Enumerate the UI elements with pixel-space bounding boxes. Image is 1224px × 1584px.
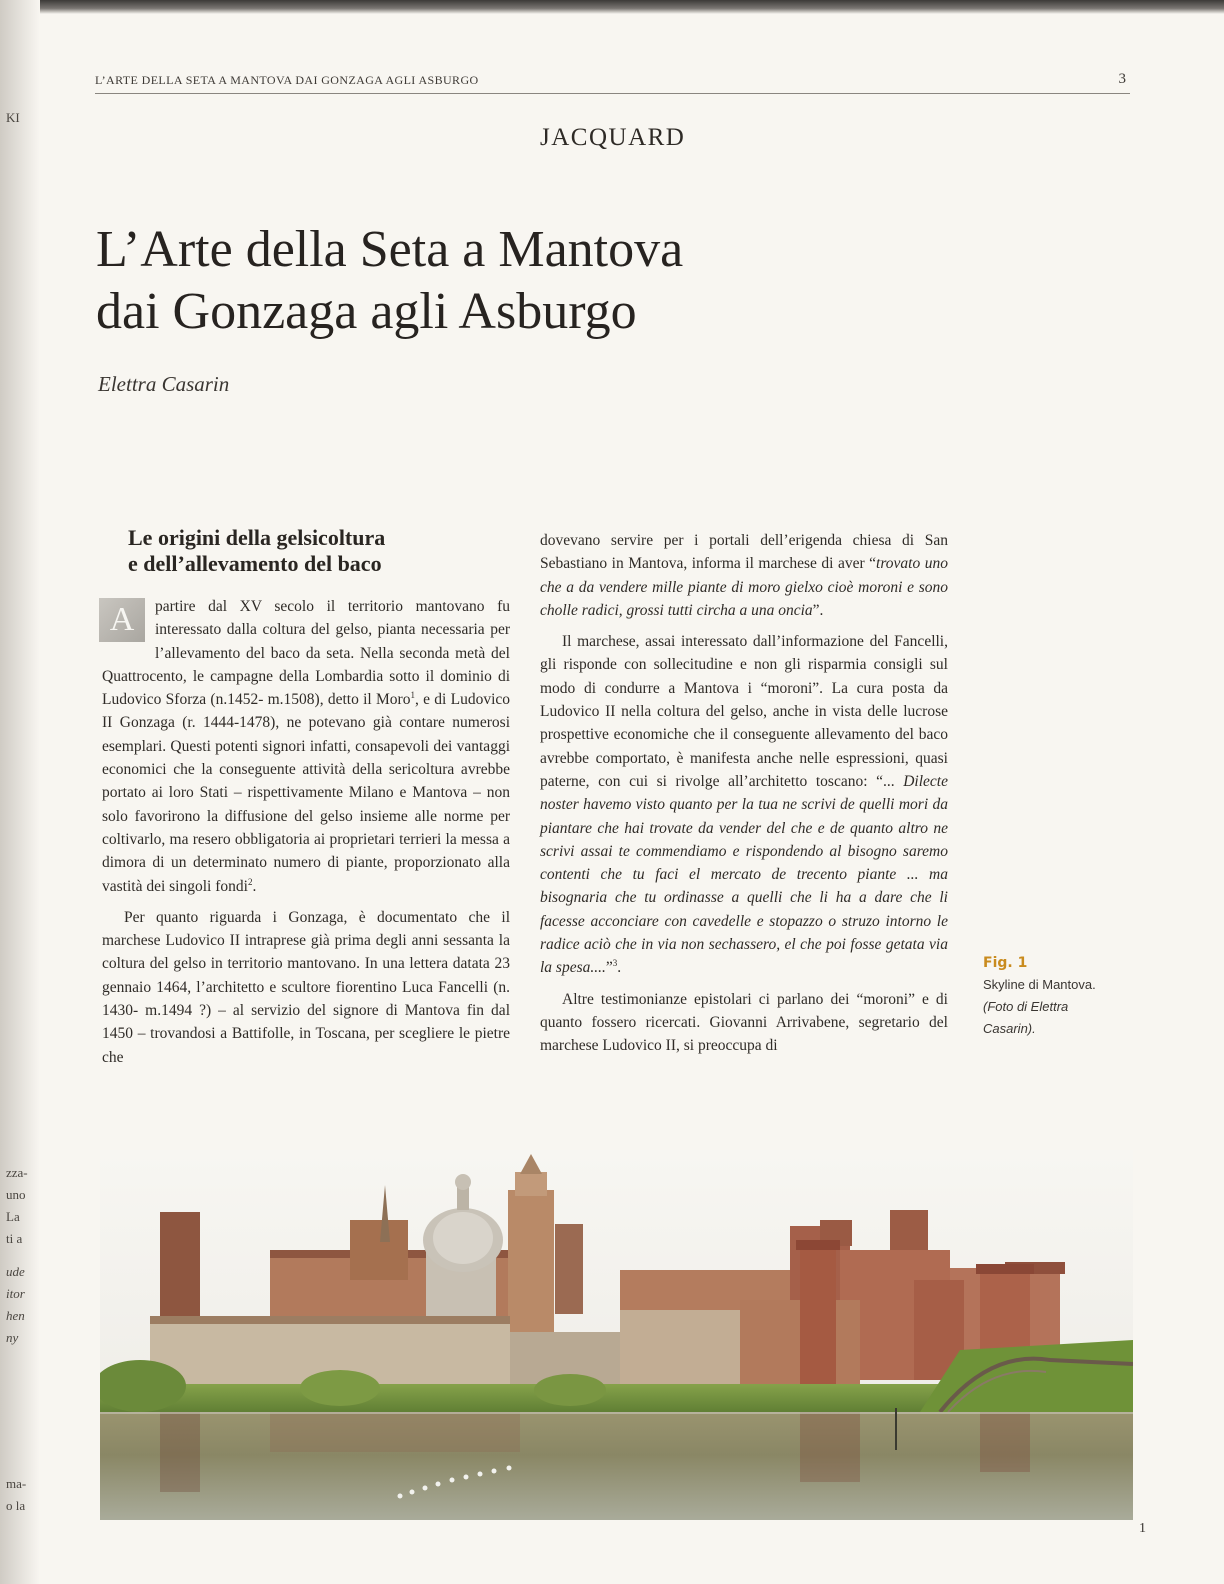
previous-page-fragment: ma- xyxy=(6,1476,27,1491)
section-heading-line-2: e dell’allevamento del baco xyxy=(128,551,382,576)
text-column-right xyxy=(540,529,948,1058)
water-line xyxy=(100,1412,1133,1414)
figure-caption xyxy=(983,952,1113,1040)
previous-page-fragment: ny xyxy=(6,1330,19,1345)
quotation: Dilecte noster havemo visto quanto per la tua ne scrivi de quelli mori da piantare che hai trovate da vender del che e de quanto altro ne scrivi assai te commendiamo e rispondendo al bisogno saremo contenti che tu faci el mercato de trecento piante ... ma bisognaria che tu ordinasse a quelli che li ha a dare che li facesse acconciare con cavedelle e stopazzo o struzo intorno le radice aciò che in via non sechassero, el che poi fosse getata via la spesa.... xyxy=(540,772,948,977)
photo-credit: (Foto di Elettra Casarin). xyxy=(983,999,1069,1036)
paragraph-text: Il marchese, assai interessato dall’informazione del Fancelli, gli risponde con sollecitudine e non gli risparmia consigli sul modo di condurre a Mantova i “moroni”. La cura posta da Ludovico II nella coltura del gelso, anche in vista delle lucrose prospettive economiche che il conseguente allevamento del baco avrebbe comportato, è manifesta anche nelle espressioni, quasi paterne, con cui si rivolge all’architetto toscano: “... xyxy=(540,633,948,790)
section-heading xyxy=(128,525,510,577)
previous-page-fragment: ti a xyxy=(6,1231,23,1246)
folio-number: 1 xyxy=(1139,1521,1146,1536)
paragraph-text: Per quanto riguarda i Gonzaga, è documentato che il marchese Ludovico II intraprese già prima degli anni sessanta la coltura del gelso in territorio mantovano. In una lettera datata 23 gennaio 1464, l’architetto e scultore fiorentino Luca Fancelli (n. 1430- m.1494 ?) – al servizio del signore di Mantova fin dal 1450 – trovandosi a Battifolle, in Toscana, per scegliere le pietre che xyxy=(102,908,510,1066)
paragraph-text: Altre testimonianze epistolari ci parlano dei “moroni” e di quanto fossero ricercati. Giovanni Arrivabene, segretario del marchese Ludovico II, si preoccupa di xyxy=(540,990,948,1055)
paragraph-text: , e di Ludovico II Gonzaga (r. 1444-1478), ne potevano già contare numerosi esemplari. Questi potenti signori infatti, consapevoli dei vantaggi economici che la conseguente attività della sericoltura avrebbe portato ai loro Stati – rispettivamente Milano e Mantova – non solo favorirono la diffusione del gelso insieme alle norme per coltivarlo, ma resero obbligatoria ai proprietari terrieri la messa a dimora di un determinato numero di piante, proporzionato alla vastità dei singoli fondi xyxy=(102,691,511,895)
footnote-ref: 2 xyxy=(247,876,253,887)
drop-cap: A xyxy=(99,598,145,642)
article-title-line-1: L’Arte della Seta a Mantova xyxy=(96,221,684,278)
lake-water xyxy=(100,1412,1133,1520)
section-heading-line-1: Le origini della gelsicoltura xyxy=(128,525,386,550)
author: Elettra Casarin xyxy=(98,372,230,396)
section-label: JACQUARD xyxy=(540,124,686,151)
footnote-ref: 1 xyxy=(410,690,415,701)
running-head xyxy=(95,73,1130,94)
paragraph-text: dovevano servire per i portali dell’erigenda chiesa di San Sebastiano in Mantova, informa il marchese di aver “ xyxy=(540,532,948,573)
figure-label: Fig. 1 xyxy=(983,955,1028,971)
paragraph xyxy=(102,595,510,898)
paragraph-text: ”. xyxy=(812,601,824,619)
previous-page-fragment: La xyxy=(6,1209,20,1224)
previous-page-fragment: o la xyxy=(6,1498,26,1513)
paragraph-text: ” xyxy=(605,959,613,977)
quotation: trovato uno che a da vendere mille piante di moro gielxo cioè moroni e sono cholle radici, grossi tutti circha a una oncia xyxy=(540,555,948,619)
running-head-title: L’ARTE DELLA SETA A MANTOVA DAI GONZAGA AGLI ASBURGO xyxy=(95,73,479,87)
previous-page-fragment: hen xyxy=(6,1308,25,1323)
article-title xyxy=(96,219,896,343)
paragraph-text: . xyxy=(252,877,257,895)
previous-page-fragment: zza- xyxy=(6,1165,28,1180)
paragraph-text: . xyxy=(617,959,622,977)
paragraph xyxy=(540,988,948,1058)
article-title-line-2: dai Gonzaga agli Asburgo xyxy=(96,283,637,340)
previous-page-fragment: uno xyxy=(6,1187,26,1202)
page-number: 3 xyxy=(1118,71,1126,87)
paragraph xyxy=(540,529,948,622)
previous-page-fragment: ude xyxy=(6,1264,25,1279)
paragraph xyxy=(102,906,510,1069)
caption-text: Skyline di Mantova. xyxy=(983,977,1096,992)
paragraph xyxy=(540,630,948,979)
previous-page-fragment: itor xyxy=(6,1286,25,1301)
previous-page-fragment: KI xyxy=(6,110,20,125)
text-column-left xyxy=(102,525,510,1069)
paragraph-text: partire dal XV secolo il territorio mantovano fu interessato dalla coltura del gelso, pianta necessaria per l’allevamento del baco da seta. Nella seconda metà del Quattrocento, le campagne della Lombardia sotto il dominio di Ludovico Sforza (n.1452- m.1508), detto il Moro xyxy=(102,598,510,709)
mantova-skyline-photo xyxy=(100,1150,1133,1520)
footnote-ref: 3 xyxy=(612,958,618,969)
scan-top-edge xyxy=(0,0,1224,14)
